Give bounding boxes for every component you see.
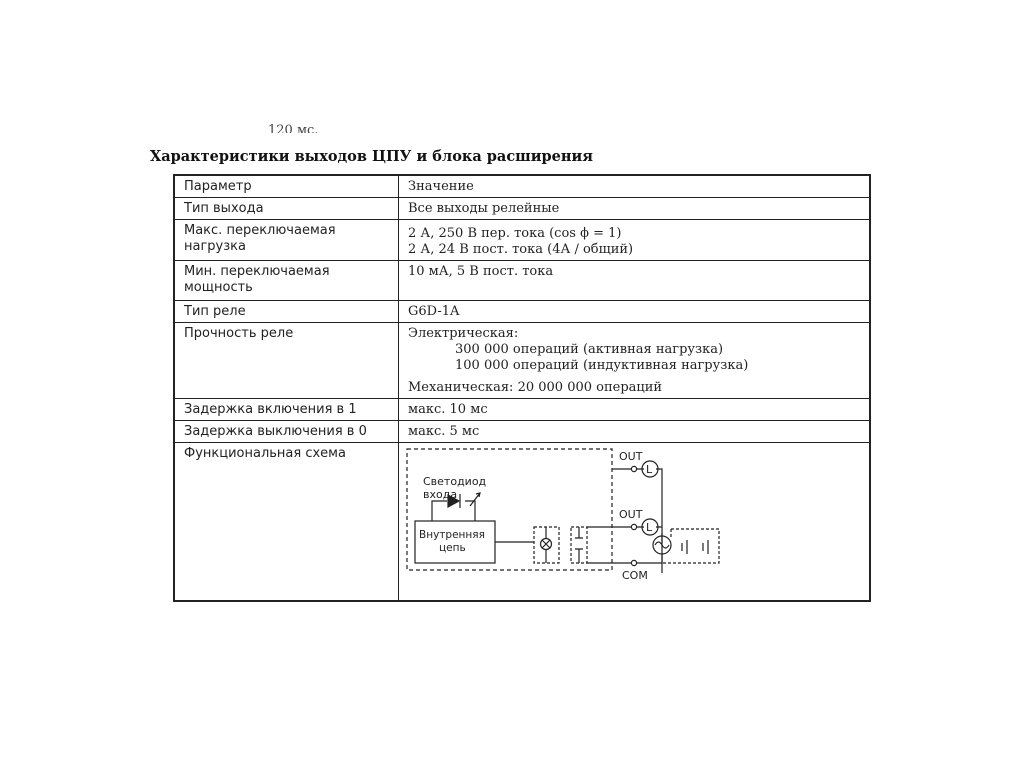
table-row: [174, 261, 870, 301]
value-cell: макс. 5 мс: [399, 421, 871, 443]
value-cell: G6D-1A: [399, 301, 871, 323]
value-line: 2 А, 250 В пер. тока (cos ϕ = 1): [408, 226, 622, 241]
value-line: 300 000 операций (активная нагрузка): [455, 342, 724, 357]
relay-contact-icon: [575, 527, 583, 563]
internal-boundary: [407, 449, 612, 570]
battery-icon: [682, 540, 708, 554]
value-line: 2 А, 24 В пост. тока (4А / общий): [408, 242, 634, 257]
functional-diagram: [399, 443, 869, 595]
value-line: Механическая: 20 000 000 операций: [408, 380, 663, 395]
table-row: [174, 399, 870, 421]
terminal-out1: [631, 466, 636, 471]
table-header-row: [174, 175, 870, 198]
param-cell: Макс. переключаемая нагрузка: [174, 220, 399, 261]
terminal-out2: [631, 524, 636, 529]
table-row: [174, 301, 870, 323]
out2-label: OUT: [619, 508, 643, 521]
out1-label: OUT: [619, 450, 643, 463]
param-cell: Прочность реле: [174, 323, 399, 399]
value-line: Электрическая:: [408, 326, 519, 341]
param-cell: Функциональная схема: [174, 443, 399, 602]
table-row: [174, 198, 870, 220]
table-row: [174, 421, 870, 443]
value-line: 100 000 операций (индуктивная нагрузка): [455, 358, 749, 373]
table-row: [174, 323, 870, 399]
section-heading: Характеристики выходов ЦПУ и блока расширения: [150, 148, 593, 165]
value-cell: [399, 220, 871, 261]
value-cell: макс. 10 мс: [399, 399, 871, 421]
cropped-text: 120 мс.: [268, 123, 319, 133]
led-wire-left: [432, 501, 447, 521]
param-cell: Задержка включения в 1: [174, 399, 399, 421]
com-wire: [637, 554, 662, 563]
terminal-com: [631, 560, 636, 565]
load1-label: L: [646, 463, 653, 476]
led-label-1: Светодиод: [423, 475, 487, 488]
param-cell: Задержка выключения в 0: [174, 421, 399, 443]
value-cell: 10 мА, 5 В пост. тока: [399, 261, 871, 301]
com-label: COM: [622, 569, 648, 582]
param-cell: Тип реле: [174, 301, 399, 323]
param-cell: Мин. переключаемая мощность: [174, 261, 399, 301]
internal-label-2: цепь: [439, 542, 466, 554]
header-value: Значение: [399, 175, 871, 198]
load2-label: L: [646, 521, 653, 534]
output-specs-table: [173, 174, 871, 602]
value-cell: [399, 323, 871, 399]
param-cell: Тип выхода: [174, 198, 399, 220]
diagram-cell: [399, 443, 871, 602]
table-row: [174, 443, 870, 602]
value-cell: Все выходы релейные: [399, 198, 871, 220]
led-label-2: входа: [423, 488, 458, 501]
relay-coil-cross: [542, 540, 550, 548]
internal-label-1: Внутренняя: [419, 529, 485, 541]
table-row: [174, 220, 870, 261]
header-param: Параметр: [174, 175, 399, 198]
led-wire-right: [465, 501, 475, 521]
